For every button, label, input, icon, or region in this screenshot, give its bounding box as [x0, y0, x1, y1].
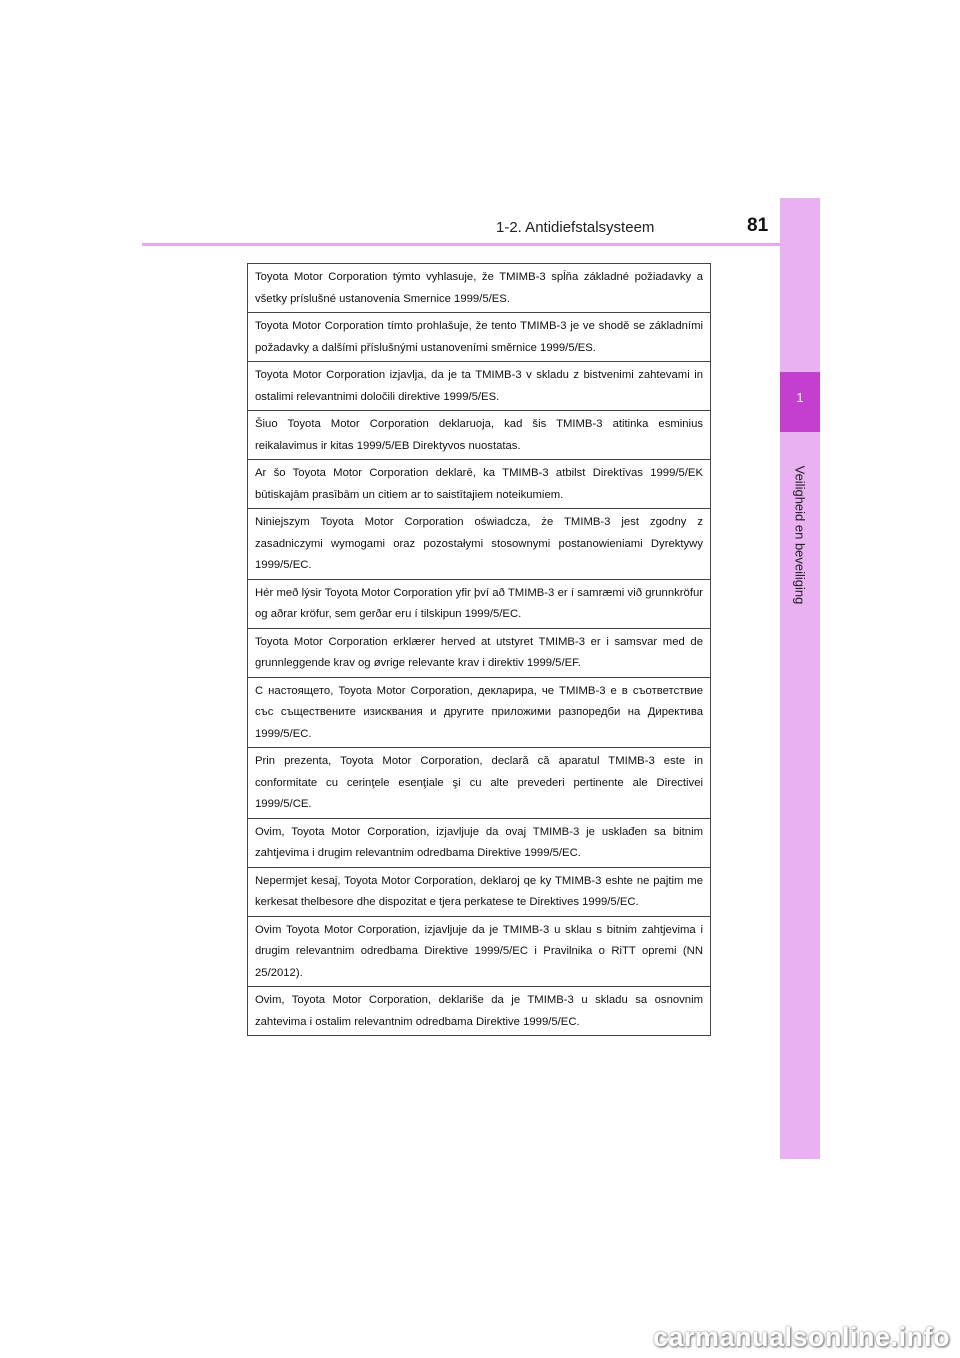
- declaration-serbian: Ovim, Toyota Motor Corporation, deklariše da je TMIMB-3 u skladu sa osnovnim zahtevima i ostalim relevantnim odredbama Direktive 1999/5/EC.: [248, 986, 710, 1035]
- chapter-label: Veiligheid en beveiliging: [792, 465, 808, 605]
- page-number: 81: [747, 215, 769, 236]
- chapter-number: 1: [796, 390, 804, 405]
- section-title: 1-2. Antidiefstalsysteem: [496, 219, 655, 236]
- declaration-slovenian: Toyota Motor Corporation izjavlja, da je ta TMIMB-3 v skladu z bistvenimi zahtevami in ostalimi relevantnimi določili direktive 1999/5/ES.: [248, 361, 710, 410]
- declaration-table: [247, 263, 711, 1036]
- declaration-lithuanian: Šiuo Toyota Motor Corporation deklaruoja, kad šis TMIMB-3 atitinka esminius reikalavimus ir kitas 1999/5/EB Direktyvos nuostatas.: [248, 410, 710, 459]
- declaration-czech: Toyota Motor Corporation tímto prohlašuje, že tento TMIMB-3 je ve shodě se základními požadavky a dalšími příslušnými ustanoveními směrnice 1999/5/ES.: [248, 312, 710, 361]
- declaration-latvian: Ar šo Toyota Motor Corporation deklarē, ka TMIMB-3 atbilst Direktīvas 1999/5/EK būtiskajām prasībām un citiem ar to saistītajiem noteikumiem.: [248, 459, 710, 508]
- header-rule: [142, 243, 818, 246]
- declaration-slovak: Toyota Motor Corporation týmto vyhlasuje, že TMIMB-3 spĺňa základné požiadavky a všetky príslušné ustanovenia Smernice 1999/5/ES.: [255, 271, 703, 305]
- declaration-albanian: Nepermjet kesaj, Toyota Motor Corporation, deklaroj qe ky TMIMB-3 eshte ne pajtim me kerkesat thelbesore dhe dispozitat e tjera perkatese te Direktives 1999/5/EC.: [248, 867, 710, 916]
- declaration-croatian: Ovim Toyota Motor Corporation, izjavljuje da je TMIMB-3 u sklau s bitnim zahtjevima i drugim relevantnim odredbama Direktive 1999/5/EC i Pravilnika o RiTT opremi (NN 25/2012).: [248, 916, 710, 987]
- declaration-bulgarian: С настоящето, Toyota Motor Corporation, декларира, че TMIMB-3 е в съответствие със съществените изисквания и другите приложими разпоредби на Директива 1999/5/EC.: [248, 677, 710, 748]
- watermark: carmanualsonline.info: [652, 1322, 950, 1352]
- declaration-icelandic: Hér með lýsir Toyota Motor Corporation yfir því að TMIMB-3 er í samræmi við grunnkröfur og aðrar kröfur, sem gerðar eru í tilskipun 1999/5/EC.: [248, 579, 710, 628]
- declaration-bosnian: Ovim, Toyota Motor Corporation, izjavljuje da ovaj TMIMB-3 je usklađen sa bitnim zahtjevima i drugim relevantnim odredbama Direktive 1999/5/EC.: [248, 818, 710, 867]
- declaration-romanian: Prin prezenta, Toyota Motor Corporation, declară că aparatul TMIMB-3 este in conformitate cu cerinţele esenţiale şi cu alte prevederi pertinente ale Directivei 1999/5/CE.: [248, 747, 710, 818]
- declaration-norwegian: Toyota Motor Corporation erklærer herved at utstyret TMIMB-3 er i samsvar med de grunnleggende krav og øvrige relevante krav i direktiv 1999/5/EF.: [248, 628, 710, 677]
- chapter-side-strip: [780, 198, 820, 1159]
- declaration-polish: Niniejszym Toyota Motor Corporation oświadcza, że TMIMB-3 jest zgodny z zasadniczymi wymogami oraz pozostałymi stosownymi postanowieniami Dyrektywy 1999/5/EC.: [248, 508, 710, 579]
